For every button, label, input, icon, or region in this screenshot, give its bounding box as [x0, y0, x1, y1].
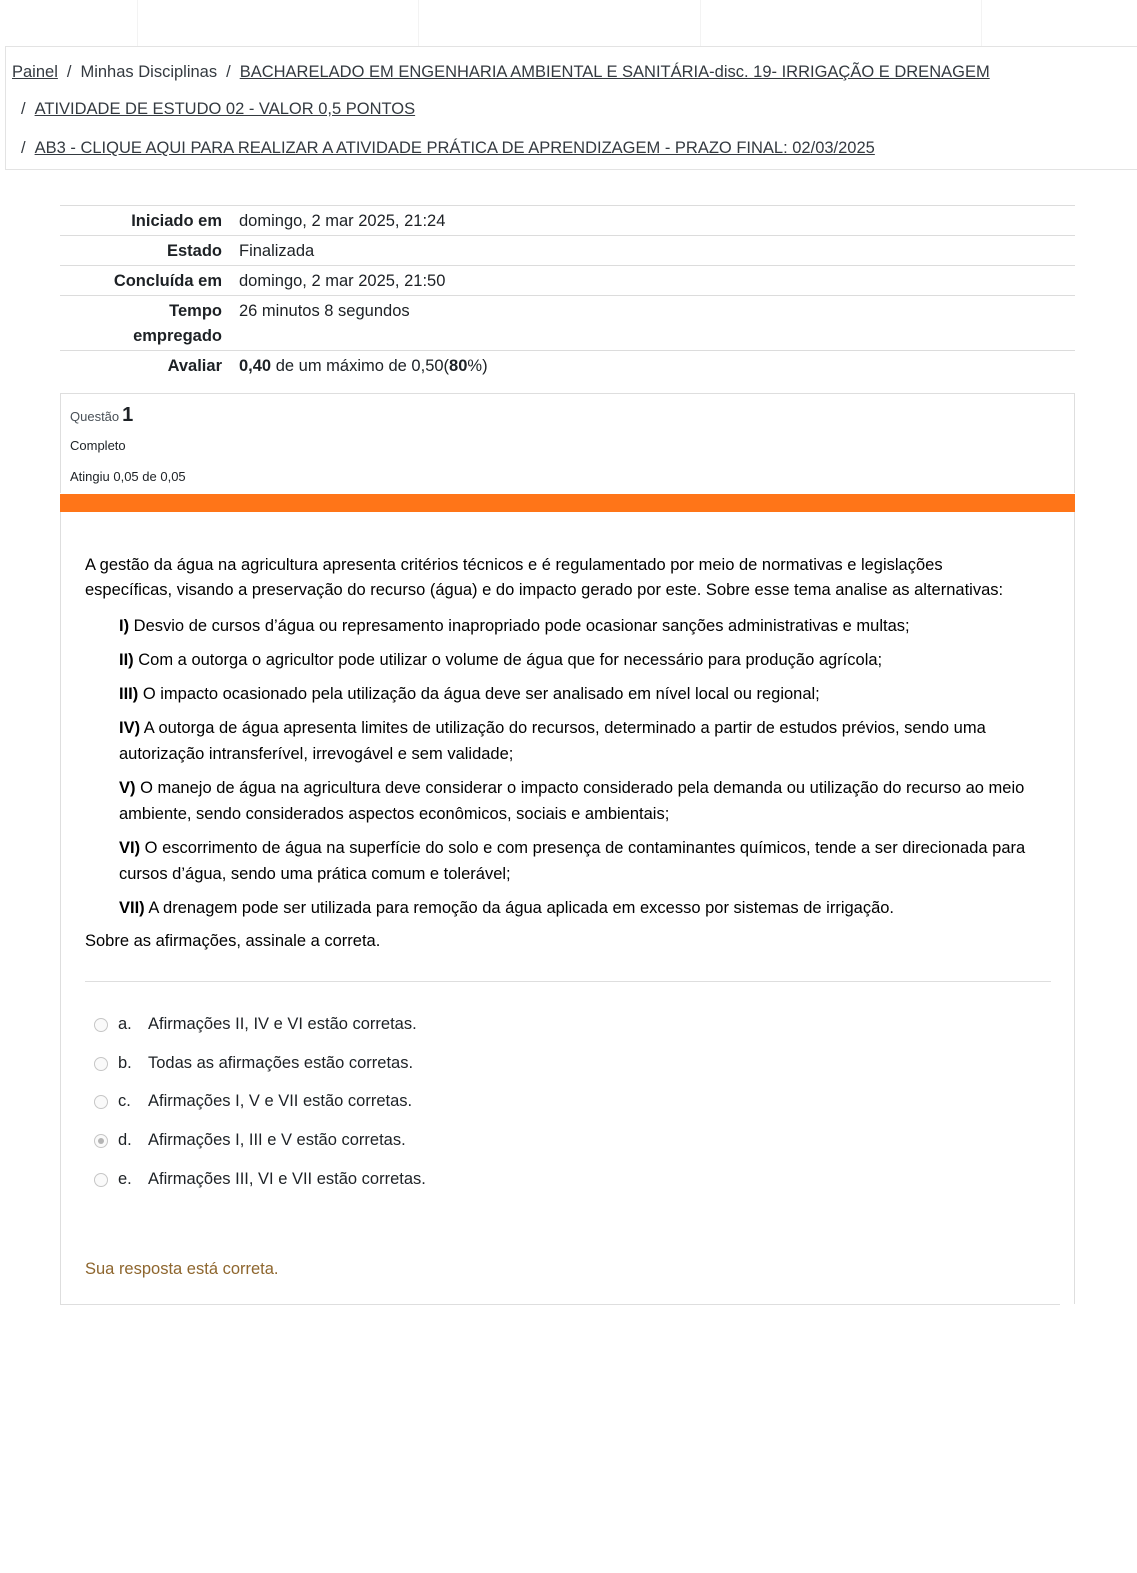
question-intro-line-2: específicas, visando a preservação do recurso (água) e do impacto gerado por este. Sobre esse tema analise as alternativas: [85, 581, 1004, 599]
statement-text: Desvio de cursos d’água ou represamento inapropriado pode ocasionar sanções administrativas e multas; [129, 617, 910, 635]
grade-mid-text: de um máximo de 0,50( [271, 357, 450, 375]
statement-text: A outorga de água apresenta limites de utilização do recursos, determinado a partir de estudos prévios, sendo uma autorização intransferível, irrevogável e sem validade; [119, 719, 986, 763]
top-faint-strip [0, 0, 1137, 46]
statement-number: I) [119, 617, 130, 635]
breadcrumb-line-1 [12, 63, 990, 82]
time-value: 26 minutos 8 segundos [239, 302, 410, 320]
completed-label: Concluída em [113, 272, 222, 290]
breadcrumb-link-activity[interactable]: ATIVIDADE DE ESTUDO 02 - VALOR 0,5 PONTOS [34, 100, 416, 118]
breadcrumb-separator: / [21, 100, 26, 118]
breadcrumb [5, 46, 1137, 170]
option-text: Todas as afirmações estão corretas. [148, 1054, 414, 1072]
question-info-box [60, 393, 1075, 493]
breadcrumb-line-2 [21, 100, 415, 119]
completed-value: domingo, 2 mar 2025, 21:50 [239, 272, 446, 290]
option-letter: c. [118, 1092, 131, 1110]
statement-text: O impacto ocasionado pela utilização da água deve ser analisado em nível local ou regional; [138, 685, 820, 703]
statement-item [119, 715, 1031, 767]
question-label: Questão [70, 409, 120, 424]
radio-button[interactable] [94, 1057, 108, 1071]
radio-button-selected[interactable] [94, 1134, 108, 1148]
time-label-line-2: empregado [133, 327, 222, 345]
breadcrumb-link-quiz[interactable]: AB3 - CLIQUE AQUI PARA REALIZAR A ATIVIDADE PRÁTICA DE APRENDIZAGEM - PRAZO FINAL: 02/03/2025 [34, 139, 875, 157]
question-number-value: 1 [122, 404, 134, 426]
breadcrumb-link-course[interactable]: BACHARELADO EM ENGENHARIA AMBIENTAL E SANITÁRIA-disc. 19- IRRIGAÇÃO E DRENAGEM [239, 63, 990, 81]
option-letter: a. [118, 1015, 132, 1033]
state-label: Estado [166, 242, 222, 260]
question-intro-line-1: A gestão da água na agricultura apresenta critérios técnicos e é regulamentado por meio de normativas e legislações [85, 556, 943, 574]
question-number [70, 404, 133, 427]
state-value: Finalizada [239, 242, 315, 260]
statement-item [119, 647, 1049, 673]
statement-item [119, 835, 1059, 887]
option-text: Afirmações I, III e V estão corretas. [148, 1131, 406, 1149]
question-accent-bar [60, 494, 1075, 512]
summary-row-state [60, 235, 1075, 265]
statement-item [119, 895, 1049, 921]
statement-item [119, 613, 1049, 639]
statement-number: VI) [119, 839, 141, 857]
attempt-summary-table [60, 205, 1075, 381]
option-letter: d. [118, 1131, 132, 1149]
option-text: Afirmações I, V e VII estão corretas. [148, 1092, 413, 1110]
started-value: domingo, 2 mar 2025, 21:24 [239, 212, 446, 230]
grade-value [239, 354, 488, 379]
statement-text: A drenagem pode ser utilizada para remoção da água aplicada em excesso por sistemas de irrigação. [144, 899, 895, 917]
breadcrumb-separator: / [66, 63, 72, 81]
statement-item [119, 775, 1031, 827]
option-letter: b. [118, 1054, 132, 1072]
statement-text: O manejo de água na agricultura deve considerar o impacto considerado pela demanda ou utilização do recurso ao meio ambiente, sendo considerados aspectos econômicos, sociais e ambientais; [119, 779, 1025, 823]
statement-number: II) [119, 651, 134, 669]
statement-number: III) [119, 685, 139, 703]
summary-row-time [60, 295, 1075, 350]
radio-button[interactable] [94, 1173, 108, 1187]
started-label: Iniciado em [131, 212, 222, 230]
option-letter: e. [118, 1170, 132, 1188]
time-label-line-1: Tempo [169, 302, 222, 320]
summary-row-grade [60, 350, 1075, 381]
statement-item [119, 681, 1049, 707]
breadcrumb-minhas-disciplinas: Minhas Disciplinas [80, 63, 218, 81]
option-text: Afirmações II, IV e VI estão corretas. [148, 1015, 417, 1033]
radio-button[interactable] [94, 1018, 108, 1032]
question-grade: Atingiu 0,05 de 0,05 [70, 469, 186, 484]
statement-text: Com a outorga o agricultor pode utilizar o volume de água que for necessário para produção agrícola; [133, 651, 883, 669]
statement-text: O escorrimento de água na superfície do solo e com presença de contaminantes químicos, tende a ser direcionada para cursos d’água, sendo uma prática comum e tolerável; [119, 839, 1026, 883]
radio-button[interactable] [94, 1095, 108, 1109]
grade-label: Avaliar [167, 357, 222, 375]
statement-number: IV) [119, 719, 141, 737]
summary-row-completed [60, 265, 1075, 295]
option-text: Afirmações III, VI e VII estão corretas. [148, 1170, 426, 1188]
answer-divider [85, 981, 1051, 982]
breadcrumb-separator: / [226, 63, 231, 81]
statement-number: VII) [119, 899, 145, 917]
question-state: Completo [70, 438, 126, 453]
breadcrumb-link-painel[interactable]: Painel [12, 63, 58, 81]
question-content [60, 512, 1075, 1304]
statement-number: V) [119, 779, 136, 797]
grade-end-text: %) [467, 357, 488, 375]
question-prompt: Sobre as afirmações, assinale a correta. [85, 932, 381, 950]
breadcrumb-separator: / [21, 139, 26, 157]
answer-feedback: Sua resposta está correta. [85, 1260, 279, 1278]
grade-percent: 80 [449, 357, 468, 375]
breadcrumb-line-3 [21, 139, 875, 158]
question-bottom-border [60, 1304, 1060, 1305]
grade-score: 0,40 [239, 357, 272, 375]
summary-row-started [60, 205, 1075, 235]
